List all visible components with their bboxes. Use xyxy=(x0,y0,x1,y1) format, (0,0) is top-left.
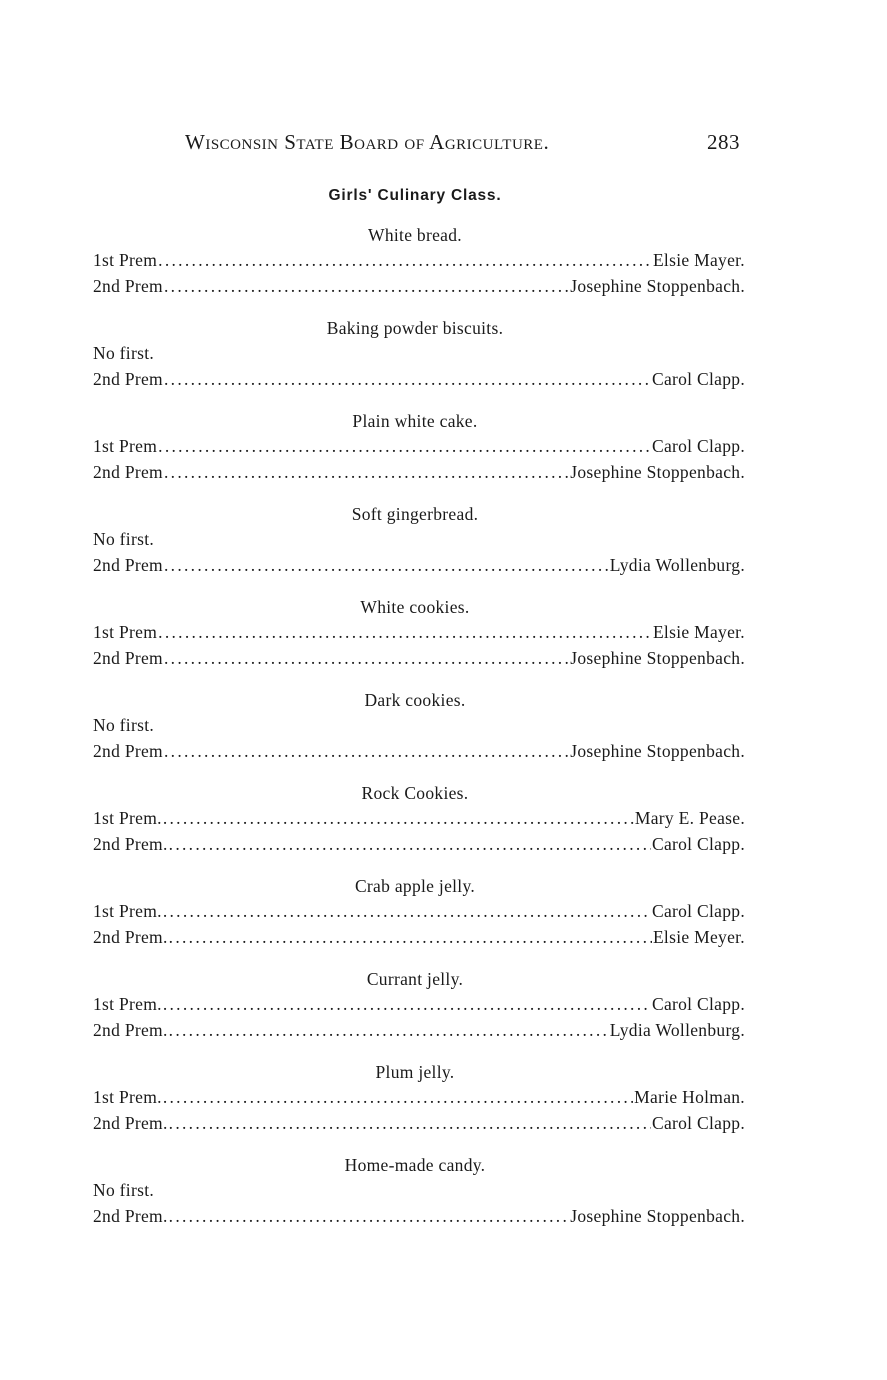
prize-label: 2nd Prem xyxy=(93,461,163,482)
prize-label: 2nd Prem xyxy=(93,740,163,761)
prize-label: 2nd Prem. xyxy=(93,1205,168,1226)
prize-label: 1st Prem. xyxy=(93,901,162,921)
section-title: Crab apple jelly. xyxy=(354,876,476,896)
premium-entry xyxy=(93,713,745,739)
winner-name: Carol Clapp. xyxy=(651,368,745,389)
premium-entry xyxy=(93,992,745,1018)
dot-leader xyxy=(158,248,652,274)
dot-leader xyxy=(163,992,651,1018)
section-title: Dark cookies. xyxy=(364,690,466,710)
dot-leader xyxy=(169,1204,570,1230)
dot-leader xyxy=(169,832,651,858)
premium-section xyxy=(93,315,745,392)
winner-name: Mary E. Pease. xyxy=(634,808,745,828)
dot-leader xyxy=(169,925,652,951)
running-title: Wisconsin State Board of Agriculture. xyxy=(185,130,550,154)
winner-name: Marie Holman. xyxy=(634,1087,745,1107)
winner-name: Josephine Stoppenbach. xyxy=(570,1205,745,1226)
dot-leader xyxy=(169,1111,651,1137)
premium-entry xyxy=(93,1178,745,1204)
prize-label: 1st Prem. xyxy=(93,1087,162,1107)
prize-label: 2nd Prem. xyxy=(93,1112,168,1133)
prize-label: 1st Prem xyxy=(93,250,158,270)
premium-list xyxy=(93,222,745,1245)
premium-section xyxy=(93,1059,745,1136)
winner-name: Josephine Stoppenbach. xyxy=(570,275,745,296)
prize-label: 2nd Prem. xyxy=(93,926,168,947)
premium-entry xyxy=(93,1018,745,1044)
dot-leader xyxy=(169,1018,609,1044)
dot-leader xyxy=(164,367,651,393)
premium-entry xyxy=(93,367,745,393)
winner-name: Carol Clapp. xyxy=(651,901,745,921)
dot-leader xyxy=(163,1085,633,1111)
premium-entry xyxy=(93,553,745,579)
premium-entry xyxy=(93,460,745,486)
prize-label: 2nd Prem. xyxy=(93,833,168,854)
premium-entry xyxy=(93,806,745,832)
premium-entry xyxy=(93,274,745,300)
dot-leader xyxy=(158,434,651,460)
winner-name: Josephine Stoppenbach. xyxy=(570,740,745,761)
section-title: Plain white cake. xyxy=(352,411,478,431)
dot-leader xyxy=(164,460,569,486)
premium-entry xyxy=(93,899,745,925)
prize-label: 2nd Prem xyxy=(93,647,163,668)
prize-label: 2nd Prem. xyxy=(93,1019,168,1040)
winner-name: Josephine Stoppenbach. xyxy=(570,461,745,482)
prize-label: No first. xyxy=(93,1180,155,1200)
premium-entry xyxy=(93,1111,745,1137)
winner-name: Carol Clapp. xyxy=(651,436,745,456)
premium-entry xyxy=(93,1204,745,1230)
premium-entry xyxy=(93,527,745,553)
premium-entry xyxy=(93,434,745,460)
winner-name: Elsie Mayer. xyxy=(652,622,745,642)
dot-leader xyxy=(164,274,569,300)
premium-entry xyxy=(93,739,745,765)
premium-entry xyxy=(93,341,745,367)
winner-name: Elsie Meyer. xyxy=(652,926,745,947)
premium-entry xyxy=(93,620,745,646)
winner-name: Carol Clapp. xyxy=(651,833,745,854)
section-title: White cookies. xyxy=(360,597,470,617)
section-title: Rock Cookies. xyxy=(361,783,469,803)
premium-section xyxy=(93,780,745,857)
winner-name: Carol Clapp. xyxy=(651,994,745,1014)
premium-entry xyxy=(93,925,745,951)
prize-label: No first. xyxy=(93,529,155,549)
section-title: Plum jelly. xyxy=(375,1062,455,1082)
premium-section xyxy=(93,966,745,1043)
dot-leader xyxy=(164,739,569,765)
prize-label: 1st Prem xyxy=(93,436,158,456)
premium-entry xyxy=(93,832,745,858)
premium-section xyxy=(93,873,745,950)
section-title: White bread. xyxy=(368,225,462,245)
winner-name: Lydia Wollenburg. xyxy=(609,1019,745,1040)
section-title: Soft gingerbread. xyxy=(351,504,479,524)
prize-label: 1st Prem xyxy=(93,622,158,642)
section-title: Home-made candy. xyxy=(344,1155,486,1175)
premium-section xyxy=(93,408,745,485)
winner-name: Elsie Mayer. xyxy=(652,250,745,270)
prize-label: 2nd Prem xyxy=(93,554,163,575)
section-title: Currant jelly. xyxy=(366,969,464,989)
premium-section xyxy=(93,594,745,671)
premium-section xyxy=(93,687,745,764)
prize-label: 1st Prem. xyxy=(93,808,162,828)
dot-leader xyxy=(163,899,651,925)
dot-leader xyxy=(163,806,634,832)
premium-entry xyxy=(93,248,745,274)
dot-leader xyxy=(164,553,609,579)
prize-label: 1st Prem. xyxy=(93,994,162,1014)
prize-label: 2nd Prem xyxy=(93,275,163,296)
winner-name: Carol Clapp. xyxy=(651,1112,745,1133)
premium-entry xyxy=(93,646,745,672)
premium-entry xyxy=(93,1085,745,1111)
premium-section xyxy=(93,222,745,299)
prize-label: No first. xyxy=(93,715,155,735)
prize-label: 2nd Prem xyxy=(93,368,163,389)
premium-section xyxy=(93,1152,745,1229)
winner-name: Lydia Wollenburg. xyxy=(609,554,745,575)
prize-label: No first. xyxy=(93,343,155,363)
dot-leader xyxy=(164,646,569,672)
premium-section xyxy=(93,501,745,578)
dot-leader xyxy=(158,620,652,646)
class-title: Girls' Culinary Class. xyxy=(328,187,502,204)
section-title: Baking powder biscuits. xyxy=(326,318,504,338)
winner-name: Josephine Stoppenbach. xyxy=(570,647,745,668)
page-number: 283 xyxy=(707,130,740,154)
running-header xyxy=(185,130,740,155)
